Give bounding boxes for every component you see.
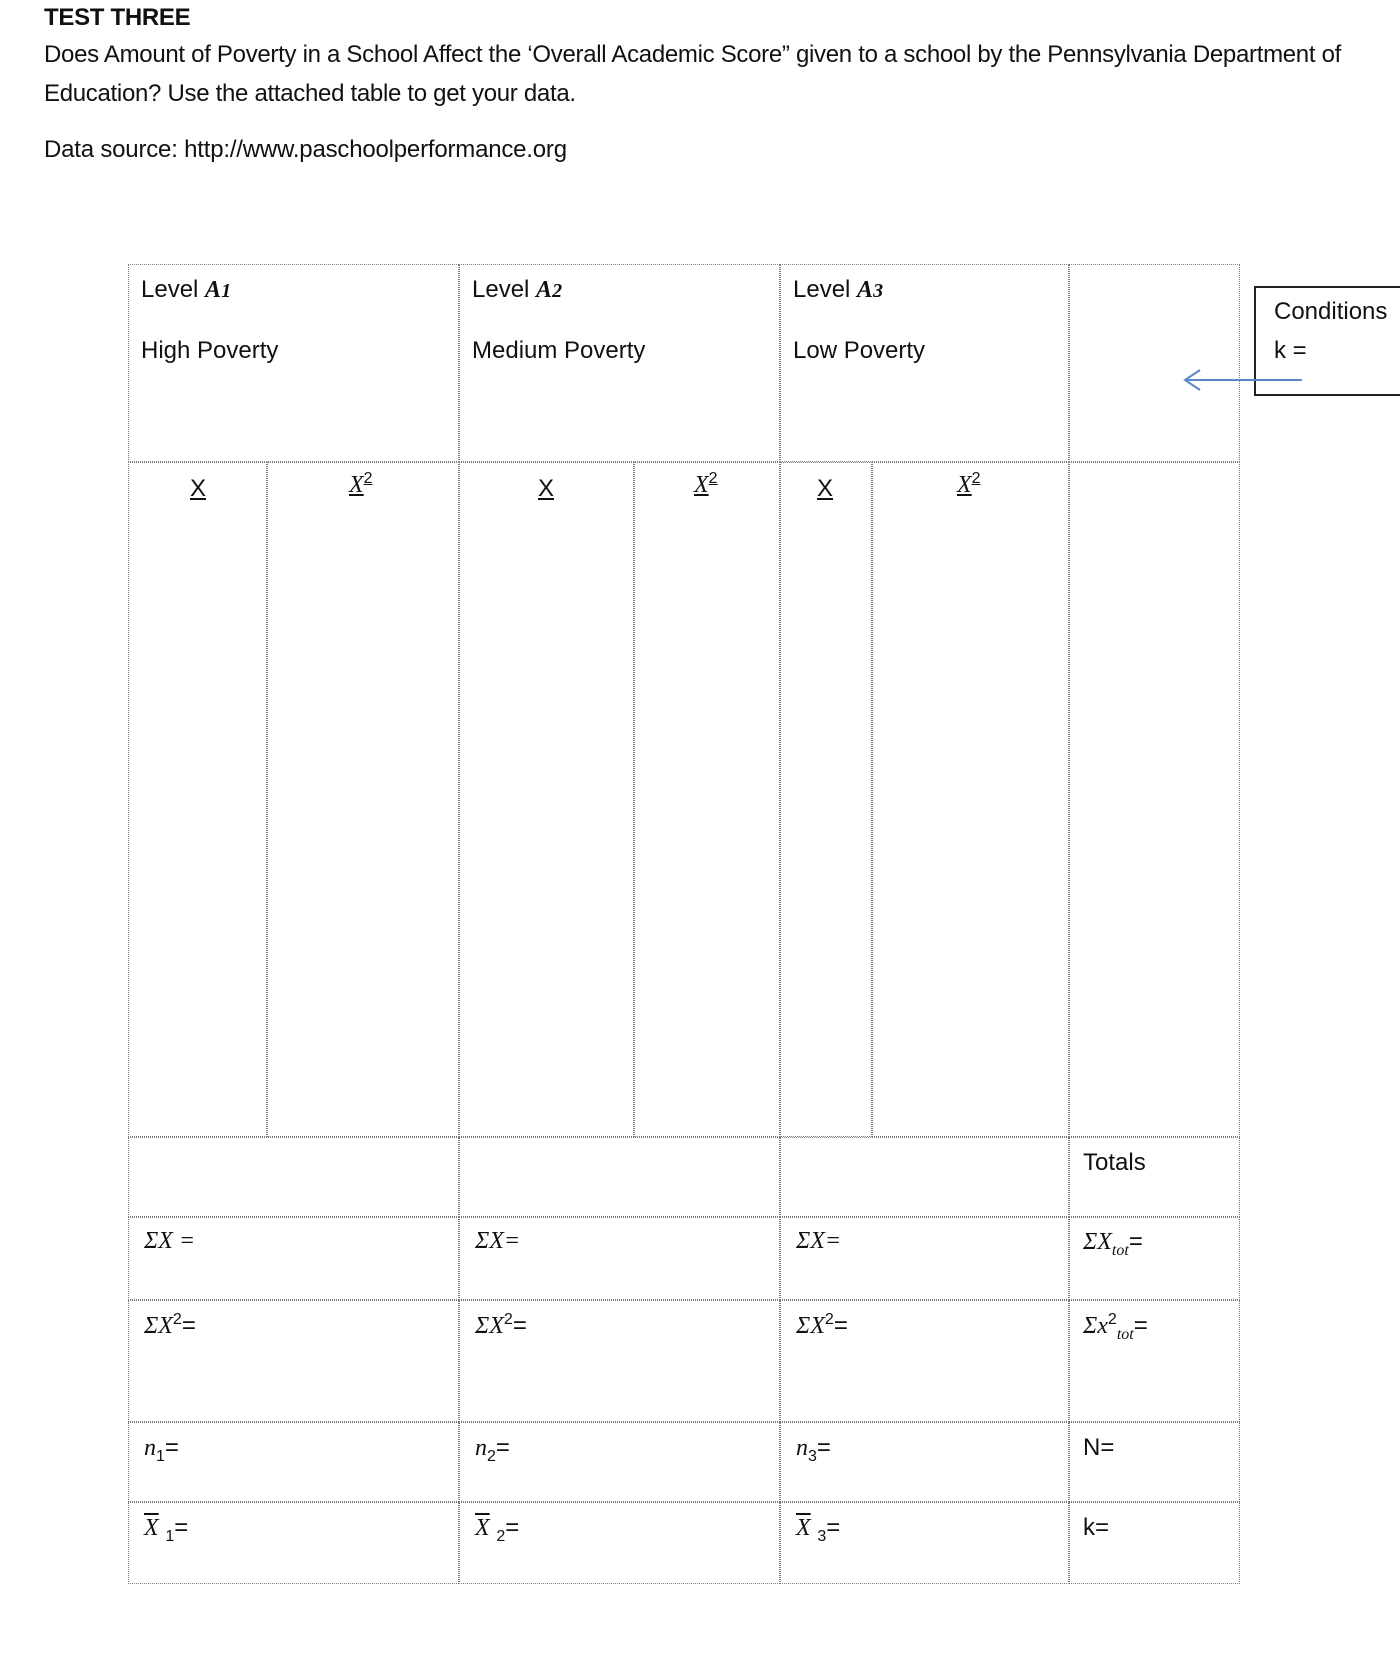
a1-x2-column[interactable] (267, 462, 459, 1137)
sum-x-a1-label: ΣX = (144, 1228, 196, 1254)
mean2-label: $\overline{X}$ $_2$= (475, 1514, 520, 1545)
sum-x-a2-label: ΣX= (475, 1228, 521, 1254)
blank-row-a3 (780, 1137, 1069, 1217)
a2-x-header: X (538, 475, 555, 502)
mean3-label: $\overline{X}$ $_3$= (796, 1514, 841, 1545)
n1-label: $n_1=$ (144, 1434, 179, 1465)
level-a3-label: Level A3 (793, 276, 884, 303)
sum-x2-a3-label: $\Sigma X^2=$ (796, 1311, 848, 1339)
a1-x-column[interactable] (128, 462, 267, 1137)
level-a1-description: High Poverty (141, 337, 279, 364)
question-text: Does Amount of Poverty in a School Affect the ‘Overall Academic Score” given to a school by the Pennsylvania Department of Education? Use the attached table to get your data. (44, 41, 1342, 107)
sum-x-tot-label: $\Sigma X_{tot}=$ (1083, 1228, 1143, 1259)
a3-x-column[interactable] (780, 462, 872, 1137)
n2-label: $n_2=$ (475, 1434, 510, 1465)
a3-x-header: X (817, 475, 834, 502)
k-label: k= (1083, 1514, 1110, 1541)
blank-row-a1 (128, 1137, 459, 1217)
a2-x-column[interactable] (459, 462, 634, 1137)
sum-x2-tot-label: $\Sigma x^2_{tot}=$ (1083, 1311, 1148, 1343)
mean1-label: $\overline{X}$ $_1$= (144, 1514, 189, 1545)
level-a2-label: Level A2 (472, 276, 563, 303)
sum-x-a3-label: ΣX= (796, 1228, 842, 1254)
level-a3-description: Low Poverty (793, 337, 926, 364)
conditions-title: Conditions (1274, 298, 1388, 325)
sum-x2-a2-label: $\Sigma X^2=$ (475, 1311, 527, 1339)
blank-row-a2 (459, 1137, 780, 1217)
sum-x2-a1-label: $\Sigma X^2=$ (144, 1311, 196, 1339)
a2-x2-header: $X^2$ (694, 470, 718, 498)
page-title: TEST THREE (44, 4, 191, 31)
a1-x-header: X (190, 475, 207, 502)
a1-x2-header: $X^2$ (349, 470, 373, 498)
a3-x2-column[interactable] (872, 462, 1069, 1137)
n3-label: $n_3=$ (796, 1434, 831, 1465)
level-a2-description: Medium Poverty (472, 337, 646, 364)
conditions-header-cell (1069, 264, 1240, 462)
totals-blank-column (1069, 462, 1240, 1137)
totals-label: Totals (1083, 1149, 1146, 1176)
conditions-k-label: k = (1274, 337, 1307, 364)
a3-x2-header: $X^2$ (957, 470, 981, 498)
a2-x2-column[interactable] (634, 462, 780, 1137)
level-a1-label: Level A1 (141, 276, 232, 303)
N-label: N= (1083, 1434, 1115, 1461)
data-source-text: Data source: http://www.paschoolperformance.org (44, 136, 567, 163)
